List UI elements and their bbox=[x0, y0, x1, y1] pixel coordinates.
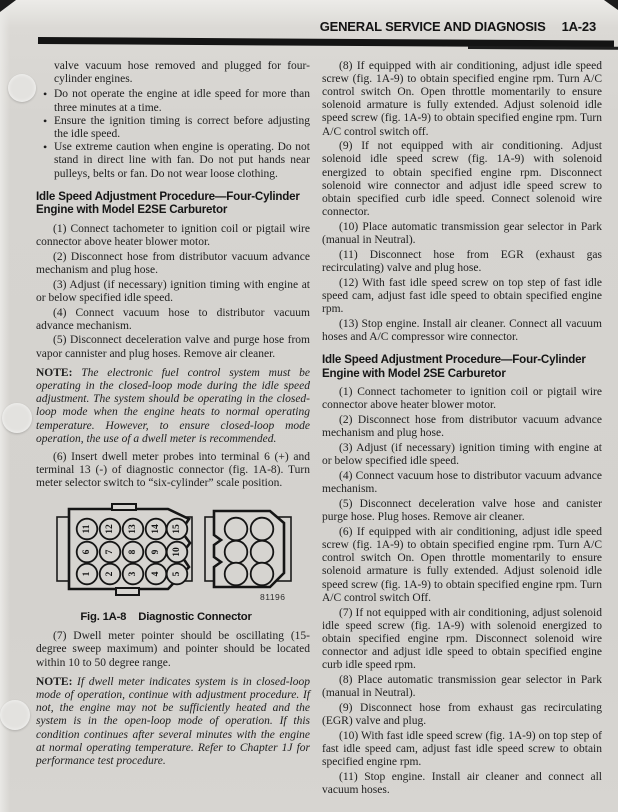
procedure-step: (4) Connect vacuum hose to distributor vacuum advance mechanism. bbox=[322, 469, 602, 496]
page-number: 1A-23 bbox=[561, 19, 596, 34]
section-heading-e2se: Idle Speed Adjustment Procedure—Four-Cylinder Engine with Model E2SE Carburetor bbox=[36, 189, 300, 217]
procedure-step: (3) Adjust (if necessary) ignition timing with engine at or below specified idle speed. bbox=[322, 442, 602, 468]
pin-number: 12 bbox=[105, 523, 115, 534]
pin-number: 7 bbox=[105, 549, 115, 555]
pin-number: 10 bbox=[172, 546, 182, 557]
2se-steps-1-11 bbox=[322, 386, 602, 797]
pin-number: 15 bbox=[172, 523, 182, 534]
punch-hole bbox=[0, 700, 30, 730]
procedure-step: (7) Dwell meter pointer should be oscillating (15-degree sweep maximum) and pointer should be located within 10 to 50 degree range. bbox=[36, 630, 310, 669]
bullet-icon: • bbox=[43, 87, 48, 102]
procedure-step: (9) Disconnect hose from exhaust gas recirculating (EGR) valve and plug. bbox=[322, 701, 602, 728]
procedure-step: (11) Disconnect hose from EGR (exhaust gas recirculating) valve and plug hose. bbox=[322, 248, 602, 275]
note-text: If dwell meter indicates system is in closed-loop mode of operation, continue with adjustment procedure. If not, the engine may not be sufficiently heated and the system is in the open-loop mode of operation. If this condition continues after several minutes with the engine at normal operating temperature. Refer to Chapter 1J for performance test procedure. bbox=[36, 675, 310, 768]
punch-hole bbox=[8, 74, 36, 102]
header-rule-thin bbox=[468, 46, 618, 50]
pin-number: 13 bbox=[128, 523, 138, 534]
procedure-step: (3) Adjust (if necessary) ignition timing with engine at or below specified idle speed. bbox=[36, 278, 310, 304]
connector-pin bbox=[225, 517, 248, 540]
procedure-step: (8) If equipped with air conditioning, adjust idle speed screw (fig. 1A-9) to obtain specified engine rpm. Turn A/C control switch On. Open throttle momentarily to ensure solenoid armature is fully extended. Adjust solenoid idle speed screw (fig. 1A-9) to obtain specified engine rpm. Turn A/C control switch off. bbox=[322, 59, 602, 138]
page-header bbox=[320, 19, 596, 34]
figure-caption bbox=[36, 611, 296, 624]
connector-pin bbox=[251, 562, 274, 585]
pin-number: 6 bbox=[82, 549, 92, 555]
procedure-step: (5) Disconnect deceleration valve and purge hose from vapor cannister and plug hoses. Remove air cleaner. bbox=[36, 334, 310, 360]
note-paragraph bbox=[36, 676, 310, 768]
warning-bullet-list bbox=[43, 87, 310, 180]
bullet-item bbox=[43, 113, 310, 141]
pin-number: 14 bbox=[151, 523, 161, 534]
e2se-steps-1-5 bbox=[36, 223, 310, 361]
left-connector-top-tab bbox=[112, 504, 136, 510]
procedure-step: (6) If equipped with air conditioning, adjust idle speed screw (fig. 1A-9) to obtain specified engine rpm. Turn A/C control switch On. Open throttle momentarily to ensure solenoid armature is fully extended. Adjust solenoid idle speed screw (fig. 1A-9) to obtain specified engine rpm. Turn A/C control switch Off. bbox=[322, 525, 602, 604]
warnings-block bbox=[36, 60, 310, 181]
bullet-item bbox=[43, 87, 310, 114]
pin-number: 11 bbox=[82, 524, 92, 534]
bullet-icon: • bbox=[43, 113, 48, 128]
left-column bbox=[36, 60, 310, 773]
scan-corner-artifact bbox=[604, 0, 618, 10]
note-label: NOTE: bbox=[36, 366, 73, 379]
connector-pin bbox=[251, 540, 274, 563]
diagnostic-connector-diagram bbox=[56, 503, 292, 597]
bullet-text: Do not operate the engine at idle speed for more than three minutes at a time. bbox=[54, 88, 310, 114]
pin-number: 4 bbox=[151, 571, 161, 577]
figure-diagram bbox=[36, 501, 310, 629]
procedure-step: (6) Insert dwell meter probes into terminal 6 (+) and terminal 13 (-) of diagnostic connector (fig. 1A-8). Turn meter selector switch to “six-cylinder” scale position. bbox=[36, 451, 310, 490]
right-column bbox=[322, 58, 602, 799]
punch-hole bbox=[2, 403, 32, 433]
note-paragraph bbox=[36, 367, 310, 446]
e2se-steps-8-13 bbox=[322, 60, 602, 345]
procedure-step: (1) Connect tachometer to ignition coil or pigtail wire connector above heater blower motor. bbox=[322, 386, 602, 412]
procedure-step: (4) Connect vacuum hose to distributor vacuum advance mechanism. bbox=[36, 306, 310, 332]
procedure-step: (12) With fast idle speed screw on top step of fast idle speed cam, adjust fast idle speed to obtain specified engine rpm. bbox=[322, 276, 602, 316]
procedure-step: (1) Connect tachometer to ignition coil or pigtail wire connector above heater blower motor. bbox=[36, 222, 310, 249]
note-label: NOTE: bbox=[36, 675, 73, 688]
connector-pin bbox=[251, 517, 274, 540]
procedure-step: (11) Stop engine. Install air cleaner and connect all vacuum hoses. bbox=[322, 770, 602, 797]
bullet-text: Ensure the ignition timing is correct before adjusting the idle speed. bbox=[54, 114, 310, 141]
procedure-step: (8) Place automatic transmission gear selector in Park (manual in Neutral). bbox=[322, 674, 602, 700]
pin-number: 9 bbox=[151, 549, 161, 555]
section-heading-2se: Idle Speed Adjustment Procedure—Four-Cylinder Engine with Model 2SE Carburetor bbox=[322, 353, 586, 380]
procedure-step: (5) Disconnect deceleration valve hose and canister purge hose. Plug hoses. Remove air cleaner. bbox=[322, 497, 602, 524]
header-title: GENERAL SERVICE AND DIAGNOSIS bbox=[319, 19, 546, 34]
figure-caption-label: Fig. 1A-8 bbox=[80, 610, 127, 623]
bullet-text: Use extreme caution when engine is operating. Do not stand in direct line with fan. Do not put hands near pulleys, belts or fan. Do not wear loose clothing. bbox=[54, 141, 310, 180]
bullet-item bbox=[43, 140, 310, 181]
procedure-step: (7) If not equipped with air conditioning, adjust solenoid idle speed screw (fig. 1A-9) with solenoid energized to obtain specified engine rpm. Disconnect solenoid wire connector and adjust idle speed to obtain specified engine curb idle speed rpm. bbox=[322, 606, 602, 672]
procedure-step: (2) Disconnect hose from distributor vacuum advance mechanism and plug hose. bbox=[322, 414, 602, 440]
left-connector-bottom-tab bbox=[116, 588, 139, 595]
procedure-step: (13) Stop engine. Install air cleaner. Connect all vacuum hoses and A/C compressor wire connector. bbox=[322, 317, 602, 344]
bullet-icon: • bbox=[43, 140, 48, 155]
connector-pin bbox=[225, 540, 248, 563]
connector-pin bbox=[225, 562, 248, 585]
pin-number: 8 bbox=[128, 549, 138, 555]
procedure-step: (10) With fast idle speed screw (fig. 1A-9) on top step of fast idle speed cam, adjust fast idle speed screw to obtain specified engine rpm. bbox=[322, 729, 602, 769]
left-connector-pins bbox=[77, 518, 188, 584]
procedure-step: (2) Disconnect hose from distributor vacuum advance mechanism and plug hose. bbox=[36, 250, 310, 276]
pin-number: 1 bbox=[82, 571, 92, 577]
pin-number: 5 bbox=[172, 571, 182, 577]
procedure-step: (9) If not equipped with air conditioning. Adjust solenoid idle speed screw (fig. 1A-9) with solenoid energized to obtain specified engine rpm. Disconnect solenoid wire connector and adjust idle speed screw to obtain specified curb idle speed. Connect solenoid wire connector. bbox=[322, 140, 602, 219]
pin-number: 3 bbox=[128, 571, 138, 577]
pin-number: 2 bbox=[105, 571, 115, 577]
continuation-paragraph: valve vacuum hose removed and plugged for four-cylinder engines. bbox=[54, 60, 310, 86]
figure-caption-title: Diagnostic Connector bbox=[138, 610, 252, 623]
procedure-step: (10) Place automatic transmission gear selector in Park (manual in Neutral). bbox=[322, 220, 602, 247]
figure-ref-number: 81196 bbox=[260, 591, 286, 602]
note-text: The electronic fuel control system must be operating in the closed-loop mode during the idle speed adjustment. The system should be operating in the closed-loop mode when the engine heats to normal operating temperature. However, to ensure closed-loop mode operation, the use of a dwell meter is recommended. bbox=[36, 366, 311, 445]
